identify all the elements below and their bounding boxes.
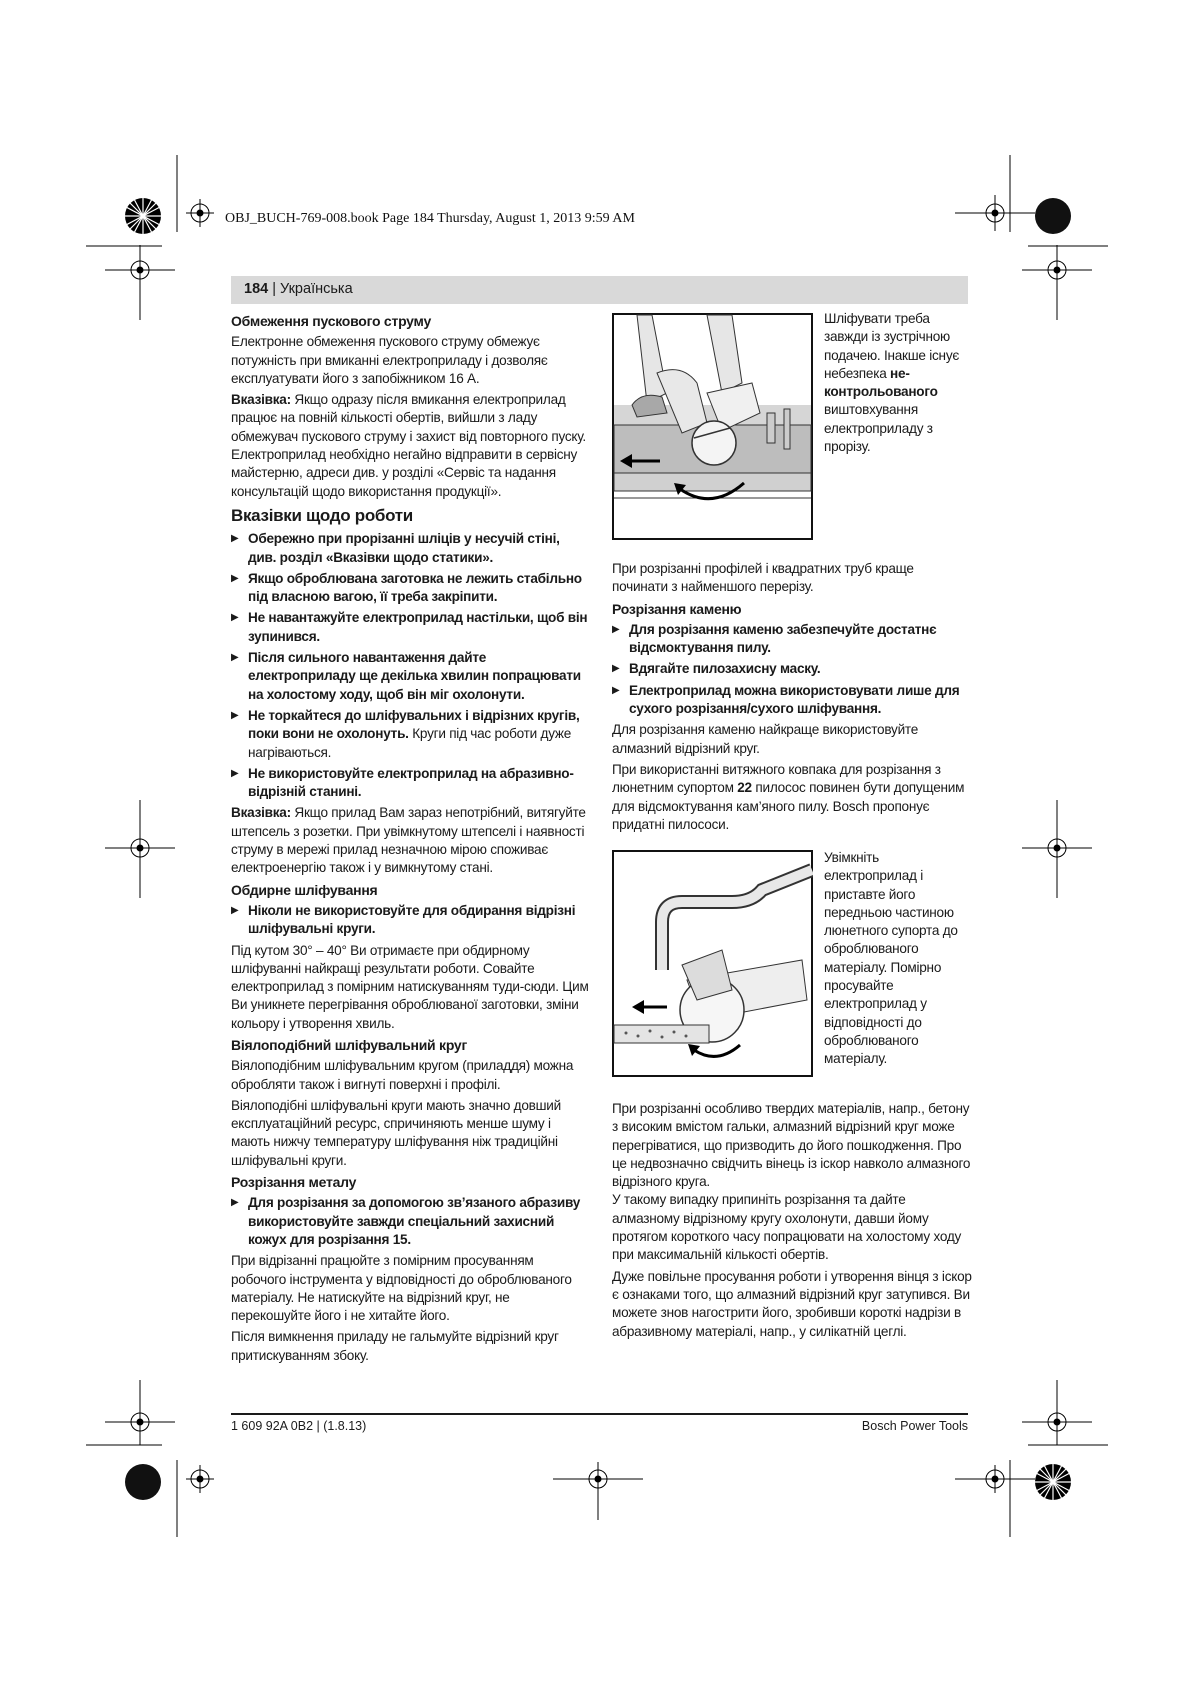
list-item: ▶ Вдягайте пилозахисну маску. xyxy=(612,660,972,678)
section-title: Обмеження пускового струму xyxy=(231,313,431,329)
starburst-bottom-right xyxy=(1035,1464,1071,1500)
paragraph: При розрізанні профілей і квадратних труб краще починати з найменшого перерізу. xyxy=(612,561,914,595)
paragraph: У такому випадку припиніть розрізання та дайте алмазному відрізному кругу охолонути, давши йому протягом короткого часу попрацювати на холостому ходу при максимальній кількості обертів. xyxy=(612,1192,962,1263)
paragraph: Віялоподібні шліфувальні круги мають значно довший експлуатаційний ресурс, спричиняють менше шуму і мають нижчу температуру шліфування ніж традиційні шліфувальні круги. xyxy=(231,1097,561,1168)
print-slug: OBJ_BUCH-769-008.book Page 184 Thursday, August 1, 2013 9:59 AM xyxy=(225,211,635,226)
paragraph: При розрізанні особливо твердих матеріалів, напр., бетону з високим вмістом гальки, алмазний відрізний круг може перегріватися, що призводить до його пошкодження. Про це недвозначно свідчить вінець із іскор навколо алмазного відрізного круга. xyxy=(612,1101,971,1190)
footer-brand: Bosch Power Tools xyxy=(861,1419,968,1433)
list-item: ▶ Після сильного навантаження дайте електроприладу ще декілька хвилин попрацювати на холостому ходу, щоб він міг охолонути. xyxy=(231,649,589,704)
bullet-list xyxy=(612,621,972,718)
list-item: ▶ Обережно при прорізанні шліців у несучій стіні, див. розділ «Вказівки щодо статики». xyxy=(231,530,589,567)
list-item: ▶ Ніколи не використовуйте для обдирання відрізні шліфувальні круги. xyxy=(231,902,589,939)
paragraph: Після вимкнення приладу не гальмуйте відрізний круг притискуванням збоку. xyxy=(231,1329,559,1363)
list-item: ▶ Для розрізання за допомогою зв’язаного абразиву використовуйте завжди спеціальний захисний кожух для розрізання 15. xyxy=(231,1194,589,1249)
section-title: Віялоподібний шліфувальний круг xyxy=(231,1036,468,1053)
right-column-bottom xyxy=(612,1100,972,1344)
footer-rule xyxy=(231,1413,968,1415)
bullet-list xyxy=(231,530,589,801)
right-column-mid xyxy=(612,560,972,837)
figure-grinding-direction xyxy=(612,313,813,540)
list-item: ▶ Не торкайтеся до шліфувальних і відрізних кругів, поки вони не охолонуть. Круги під час роботи дуже нагріваються. xyxy=(231,707,589,762)
footer-doc-number: 1 609 92A 0B2 | (1.8.13) xyxy=(231,1419,367,1433)
paragraph: Електронне обмеження пускового струму обмежує потужність при вмиканні електроприладу і дозволяє експлуатувати його з запобіжником 16 A. xyxy=(231,334,548,386)
list-item: ▶ Якщо оброблювана заготовка не лежить стабільно під власною вагою, її треба закріпити. xyxy=(231,570,589,607)
note: Вказівка: Якщо одразу після вмикання електроприлад працює на повній кількості обертів, вийшли з ладу обмежувач пускового струму і захист від повторного пуску. Електроприлад необхідно негайно відправити в сервісну майстерню, адреси див. у розділі «Сервіс та надання консультацій щодо використання продукції». xyxy=(231,392,586,499)
list-item: ▶ Не навантажуйте електроприлад настільки, щоб він зупинився. xyxy=(231,609,589,646)
list-item: ▶ Для розрізання каменю забезпечуйте достатнє відсмоктування пилу. xyxy=(612,621,972,658)
paragraph: Під кутом 30° – 40° Ви отримаєте при обдирному шліфуванні найкращі результати роботи. Совайте електроприлад з помірним натискуванням туди-сюди. Цим Ви уникнете перегрівання оброблюваної заготовки, зміни кольору і утворення хвиль. xyxy=(231,942,589,1031)
section-title: Розрізання каменю xyxy=(612,600,742,617)
bullet-list xyxy=(231,902,589,939)
paragraph: При відрізанні працюйте з помірним просуванням робочого інструмента у відповідності до оброблюваного матеріалу. Не натискуйте на відрізний круг, не перекошуйте його і не хитайте його. xyxy=(231,1253,572,1324)
list-item: ▶ Електроприлад можна використовувати лише для сухого розрізання/сухого шліфування. xyxy=(612,682,972,719)
registration-mark-top-right xyxy=(955,195,1035,231)
section-title: Розрізання металу xyxy=(231,1174,357,1191)
starburst-top-left xyxy=(125,198,161,234)
left-column xyxy=(231,310,589,1368)
paragraph: Віялоподібним шліфувальним кругом (приладдя) можна обробляти також і вигнуті поверхні і профілі. xyxy=(231,1058,574,1092)
section-title: Обдирне шліфування xyxy=(231,881,378,898)
paragraph: При використанні витяжного ковпака для розрізання з люнетним супортом 22 пилосос повинен бути допущеним для відсмоктування кам’яного пилу. Bosch пропонує придатні пилососи. xyxy=(612,761,965,832)
registration-mark-top-left xyxy=(186,199,214,227)
page-header: 184 | Українська xyxy=(244,281,353,297)
bullet-list xyxy=(231,1194,589,1249)
page-number: 184 xyxy=(244,281,269,297)
figure-stone-cutting xyxy=(612,850,813,1077)
paragraph: Дуже повільне просування роботи і утворення вінця з іскор є ознаками того, що алмазний відрізний круг затупився. Ви можете знов нагострити його, зробивши короткі надрізи в абразивному матеріалі, напр., у силікатній цеглі. xyxy=(612,1268,972,1339)
list-item: ▶ Не використовуйте електроприлад на абразивно-відрізній станині. xyxy=(231,765,589,802)
section-heading: Вказівки щодо роботи xyxy=(231,505,413,525)
paragraph: Для розрізання каменю найкраще використовуйте алмазний відрізний круг. xyxy=(612,722,919,756)
solid-target-bottom-left xyxy=(125,1464,161,1500)
figure-2-caption: Увімкніть електроприлад і приставте його передньою частиною люнетного супорта до оброблюваного матеріалу. Помірно просувайте електроприлад у відповідності до оброблюваного матеріалу. xyxy=(824,850,958,1067)
language-label: Українська xyxy=(280,281,353,297)
figure-1-caption: Шліфувати треба завжди із зустрічною подачею. Інакше існує небезпека не-контрольованого виштовхування електроприладу з прорізу. xyxy=(824,311,960,455)
note: Вказівка: Якщо прилад Вам зараз непотрібний, витягуйте штепсель з розетки. При увімкнутому штепселі і наявності струму в мережі прилад незначною мірою споживає електроенергію також і у вимкнутому стані. xyxy=(231,805,586,876)
solid-target-top-right xyxy=(1035,198,1071,234)
